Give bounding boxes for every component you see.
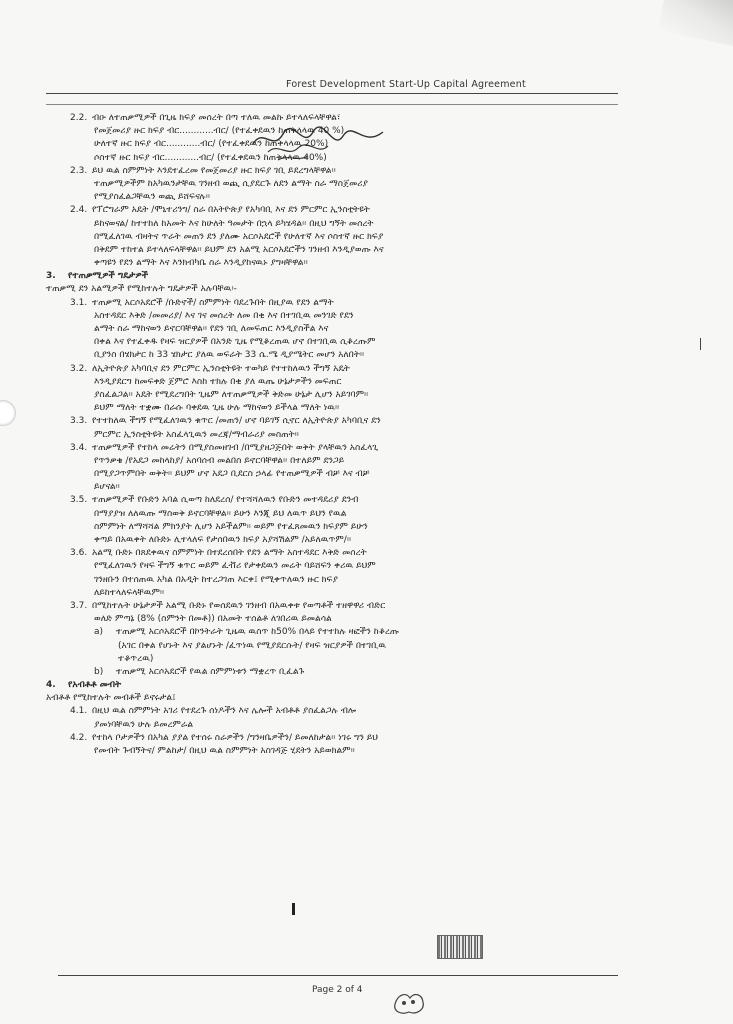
body-line: [46, 692, 701, 705]
clause-line-42: [46, 732, 701, 745]
body-line: [46, 574, 701, 587]
clause-text: ገንዘቡን በተሰጠዉ አካል በአዲት ከተረጋገጠ እርቀ፤ የሚቀጥለዉን ዙር ክፍያ: [94, 574, 338, 585]
clause-number: 3.6.: [70, 548, 88, 559]
page-corner-shadow: [658, 0, 733, 49]
clause-line-35: [46, 494, 701, 507]
clause-number: a): [94, 627, 104, 638]
body-line: [46, 283, 701, 296]
clause-number: b): [94, 666, 104, 677]
body-line: [46, 310, 701, 323]
clause-text: ተጠቃሚዎች የቡድን አባል ሲወጣ ከለደረሰ/ የተሻሻለዉን የቡድን መተዳደሪያ ደንብ: [92, 495, 359, 506]
clause-text: በሚከተሉት ሁኔታዎች አልሚ ቡድኑ የወሰደዉን ገንዘብ በአዉቀቱ የወጣቶች ተዘዋዋሪ ብድር: [92, 600, 386, 611]
body-line: [46, 481, 701, 494]
clause-text: ቀጣይ በአዉቀት ለቡድኑ ሊተላለፍ የታሰበዉን ክፍያ አያሻሽልም /አይለዉጥም/፡፡: [94, 535, 352, 545]
clause-text: ልማት ስራ ማከናወን ይኖርባቸዋል፡፡ የደን ገቢ ለመፍጠር እንዲያስችል እና: [94, 324, 329, 334]
clause-text: በዚህ ዉል ስምምነት አገሪ የተደረጉ ሰነዶችን እና ሌሎች አብቶቶ ያስፈልጋሉ ብሎ: [92, 706, 357, 717]
body-line: [46, 587, 701, 600]
clause-line-b: [46, 666, 701, 679]
clause-text: ይከናወናል/ ከተተከለ ከአመት እና ከሁለት ዓመታት በኋላ ይካሄዳል፡፡ በዚህ ግኝት መሰረት: [94, 218, 374, 229]
clause-number: 4.: [46, 680, 56, 691]
clause-text: እንዲያደርግ ከመፍቀድ ጀምሮ እስከ ተክሉ በቂ ያለ ዉጤ ሁኔታዎችን መፍጠር: [94, 376, 342, 387]
clause-text: ለይከተላለፍላቸዉም፡፡: [94, 587, 165, 598]
header-title: Forest Development Start-Up Capital Agreement: [286, 79, 526, 90]
clause-text: ሁለተኛ ዙር ክፍያ ብር............ብር/ (የተፈቀደዉን ከጠቅላላዉ 20%): [94, 139, 329, 150]
clause-text: በቅደም ተከተል ይተላለፍላቸዋል፡፡ ይህም ደን አልሚ አርሶአደሮችን ገንዘብ እንዲያወጡ እና: [94, 244, 384, 255]
body-line: [46, 508, 701, 521]
clause-text: (አገር በቀል የሆኑት እና ያልሆኑት /ፈጥነዉ የሚያደርሱት/ የዛፍ ዝርያዎች በተገቢዉ: [118, 640, 387, 651]
body-line: [46, 402, 701, 415]
body-line: [46, 257, 701, 270]
body-line: [46, 244, 701, 257]
clause-text: የፕሮግራም አዴት /ሞኒተሪንግ/ ስራ በአትዮጵያ የአካባቢ እና ደን ምርምር ኢንስቲትዩት: [92, 205, 370, 216]
clause-text: የመጀመሪያ ዙር ክፍያ ብር............ብር/ (የተፈቀደዉን ከጠቅላላዉ 40 %): [94, 126, 345, 137]
page-number: Page 2 of 4: [312, 985, 363, 995]
clause-line-23: [46, 165, 701, 178]
body-line: [46, 719, 701, 732]
body-line: [46, 429, 701, 442]
clause-text: ይሆናል፡፡: [94, 482, 120, 493]
clause-text: ተቆጥረዉ): [118, 653, 154, 664]
clause-number: 2.2.: [70, 113, 88, 123]
clause-line-31: [46, 297, 701, 310]
clause-text: ተጠቃሚዎችም ከአካዉንታቸዉ ገንዘብ ወጪ ሲያደርጉ ለደን ልማት ስራ ማስጀመሪያ: [94, 178, 368, 189]
body-line: [46, 191, 701, 204]
barcode-stamp: [437, 935, 483, 959]
clause-text: ይህም ማለት ተቋሙ በራሱ ባቀደዉ ጊዜ ሁሉ ማከናወን ይችላል ማለት ነዉ፡፡: [94, 403, 340, 414]
clause-text: የጥንቃቄ /የአደጋ መከላከያ/ አሰባሰብ መልበስ ይኖርባቸዋል፡፡ በተለይም ደንጋይ: [94, 455, 345, 466]
clause-text: የተተከለዉ ችግኝ የሚፈለገዉን ቁጥር /መጠን/ ሆኖ ባይገኝ ሲኖር ለኢትዮጵያ አካባቢና ደን: [92, 416, 381, 427]
body-line: [46, 653, 701, 666]
clause-line-37: [46, 600, 701, 613]
clause-line-3: [46, 270, 701, 283]
clause-line-4: [46, 679, 701, 692]
body-line: [46, 745, 701, 758]
clause-line-24: [46, 204, 701, 217]
clause-text: ቀጣዩን የደን ልማት እና እንክብካቤ ስራ እንዲያከናዉኑ ያግዛቸዋል፡፡: [94, 258, 308, 269]
clause-number: 2.3.: [70, 165, 88, 176]
body-line: [46, 521, 701, 534]
seal-icon: [392, 990, 426, 1016]
clause-text: በማያያዝ ለለዉጡ ማስወቅ ይኖርባቸዋል፡፡ ይሁን እንጂ ይህ ለዉጥ ይህን የዉል: [94, 508, 347, 519]
header-rule-2: [46, 104, 618, 105]
clause-text: ተጠቃሚዎች የተከላ መሬትን በሚያስመዘገብ /በሚያዘጋጅበት ወቅት ያላቸዉን አስፈላጊ: [92, 442, 379, 453]
clause-text: በሚፈለገዉ ብዛትና ጥራት መጠን ደን ያለሙ አርሶአደሮች የሁለተኛ እና ሶስተኛ ዙር ክፍያ: [94, 231, 384, 242]
clause-text: የተጠቃሚዎች ግዴታዎች: [68, 271, 149, 282]
clause-text: ተጠቃሚ አርሶአደሮች /ቡድኖች/ ስምምነት ባደረጉበት በዚያዉ የደን ልማት: [92, 297, 334, 308]
body-line: [46, 534, 701, 547]
clause-text: በቀል እና የተፈቀዱ የዛፍ ዝርያዎች በአንድ ጊዜ የሚቆረጠዉ ሆኖ በተገቢዉ ሲቆረጡም: [94, 337, 376, 348]
body-line: [46, 468, 701, 481]
agreement-body: [46, 112, 701, 758]
body-line: [46, 125, 701, 138]
footer-rule: [58, 975, 618, 976]
clause-text: ለኢትዮጵያ አካባቢና ደን ምርምር ኢንስቲትዩት ተወካይ የተተከለዉን ችግኝ አዴት: [92, 363, 350, 374]
clause-text: ስምምነት ለማሻሻል ምክንያት ሊሆን አይችልም፡፡ ወይም የተፈጸመዉን ክፍያም ይሁን: [94, 521, 368, 532]
body-line: [46, 640, 701, 653]
clause-text: አልሚ ቡድኑ በጸደቀዉና ስምምነት በተደረሰበት የደን ልማት አስተዳደር እቅድ መሰረት: [92, 548, 367, 559]
clause-text: ያስፈልጋል፡፡ አዴት የሚደረግበት ጊዜም ለተጠቃሚዎች ቅድመ ሁኔታ ሊሆን አይገባም፡፡: [94, 389, 369, 400]
clause-text: ተጠቃሚ አርሶአደሮች በኮንትራት ጊዜዉ ዉስጥ ከ50% በላይ የተተከሉ ዛፎችን ከቆረጡ: [116, 627, 399, 638]
body-line: [46, 349, 701, 362]
header-rule: [46, 93, 618, 94]
clause-text: ተጠቃሚ አርሶአደሮች የዉል ስምምነቱን ማቋረጥ ቢፈልጉ: [116, 666, 305, 677]
body-line: [46, 138, 701, 151]
clause-line-34: [46, 442, 701, 455]
clause-number: 3.5.: [70, 495, 88, 506]
clause-number: 4.2.: [70, 732, 88, 743]
clause-text: ብዑ ለተጠቃሚዎች በጊዜ ክፍያ መሰረት በጣ ተለዉ መልኩ ይተላለፍላቸዋል፣: [92, 113, 341, 123]
clause-number: 3.: [46, 271, 56, 282]
margin-mark: [700, 338, 704, 350]
clause-text: ምርምር ኢንስቲትዩት አስፈላጊዉን መረጃ/ማብራሪያ መስጠት፡፡: [94, 429, 299, 440]
clause-line-a: [46, 626, 701, 639]
body-line: [46, 152, 701, 165]
clause-text: ቢያንስ በሄክታር ከ 33 ሄክታር ያለዉ ወፍራት 33 ሴ.ሜ ዲያሜትር መሆን አለበት፡፡: [94, 350, 365, 361]
clause-text: የሚያስፈልጋቸዉን ወጪ ይሸፍናሉ፡፡: [94, 192, 210, 203]
clause-number: 3.7.: [70, 600, 88, 611]
body-line: [46, 336, 701, 349]
body-line: [46, 560, 701, 573]
clause-text: አብቶቶ የሚከተሉት መብቶች ይኖሩታል፤: [46, 693, 176, 704]
body-line: [46, 218, 701, 231]
body-line: [46, 178, 701, 191]
clause-number: 3.2.: [70, 363, 88, 374]
clause-text: በሚያጋጥምበት ወቅት፡፡ ይህም ሆኖ አደጋ ቢደርስ ኃላፊ የተጠቃሚዎች ብቻ እና ብቻ: [94, 469, 370, 480]
body-line: [46, 323, 701, 336]
clause-number: 3.3.: [70, 416, 88, 427]
body-line: [46, 455, 701, 468]
clause-line-41: [46, 705, 701, 718]
clause-text: የተከላ ቦታዎችን በአካል ያያል የተሰሩ ስራዎችን /ግንዛቤዎችን/ ይመለከታል፡፡ ነገሩ ግን ይህ: [92, 732, 378, 743]
clause-line-32: [46, 363, 701, 376]
clause-text: አስተዳደር እቅድ /መመሪያ/ እና ገና መሰረት ለመ በቂ እና በተገቢዉ መንገድ የደን: [94, 310, 354, 321]
clause-line-36: [46, 547, 701, 560]
ink-mark: [292, 903, 295, 915]
clause-text: የሚፈለገዉን የዛፍ ችግኝ ቁጥር ወይም ፈቭሪ የታቀደዉን መሬት ባይሸፍን ቀሪዉ ይህም: [94, 561, 376, 572]
clause-text: ይህ ዉል ስምምነት እንደተፈረመ የመጀመሪያ ዙር ክፍያ ገቢ ይደረግላቸዋል፡፡: [92, 165, 336, 176]
body-line: [46, 389, 701, 402]
clause-number: 2.4.: [70, 205, 88, 216]
clause-text: የአብቶቶ መብት: [68, 680, 122, 691]
clause-text: ያመነባቸዉን ሁሉ ይመረምራል: [94, 719, 194, 730]
clause-text: ተጠቃሚ ደን አልሚዎች የሚከተሉት ግዴታዎች አሉባቸዉ፡-: [46, 284, 237, 295]
clause-line-33: [46, 415, 701, 428]
clause-number: 4.1.: [70, 706, 88, 717]
clause-number: 3.1.: [70, 297, 88, 308]
body-line: [46, 376, 701, 389]
clause-text: ወለድ ምጣኔ (8% (ስምንት በመቶ)) በአመት ተሰልቶ ለገበሪዉ ይመልሳል: [94, 614, 332, 625]
clause-text: የመብት ጉብኝትና/ ምልከታ/ በዚህ ዉል ስምምነት አስገዳጅ ሂደትን አይወክልም፡፡: [94, 746, 355, 756]
punch-hole: [0, 400, 16, 426]
body-line: [46, 231, 701, 244]
clause-number: 3.4.: [70, 442, 88, 453]
clause-line-22: [46, 112, 701, 125]
body-line: [46, 613, 701, 626]
clause-text: ሶስተኛ ዙር ክፍያ ብር............ብር/ (የተፈቀደዉን ከጠቅላላዉ 40%): [94, 152, 327, 163]
